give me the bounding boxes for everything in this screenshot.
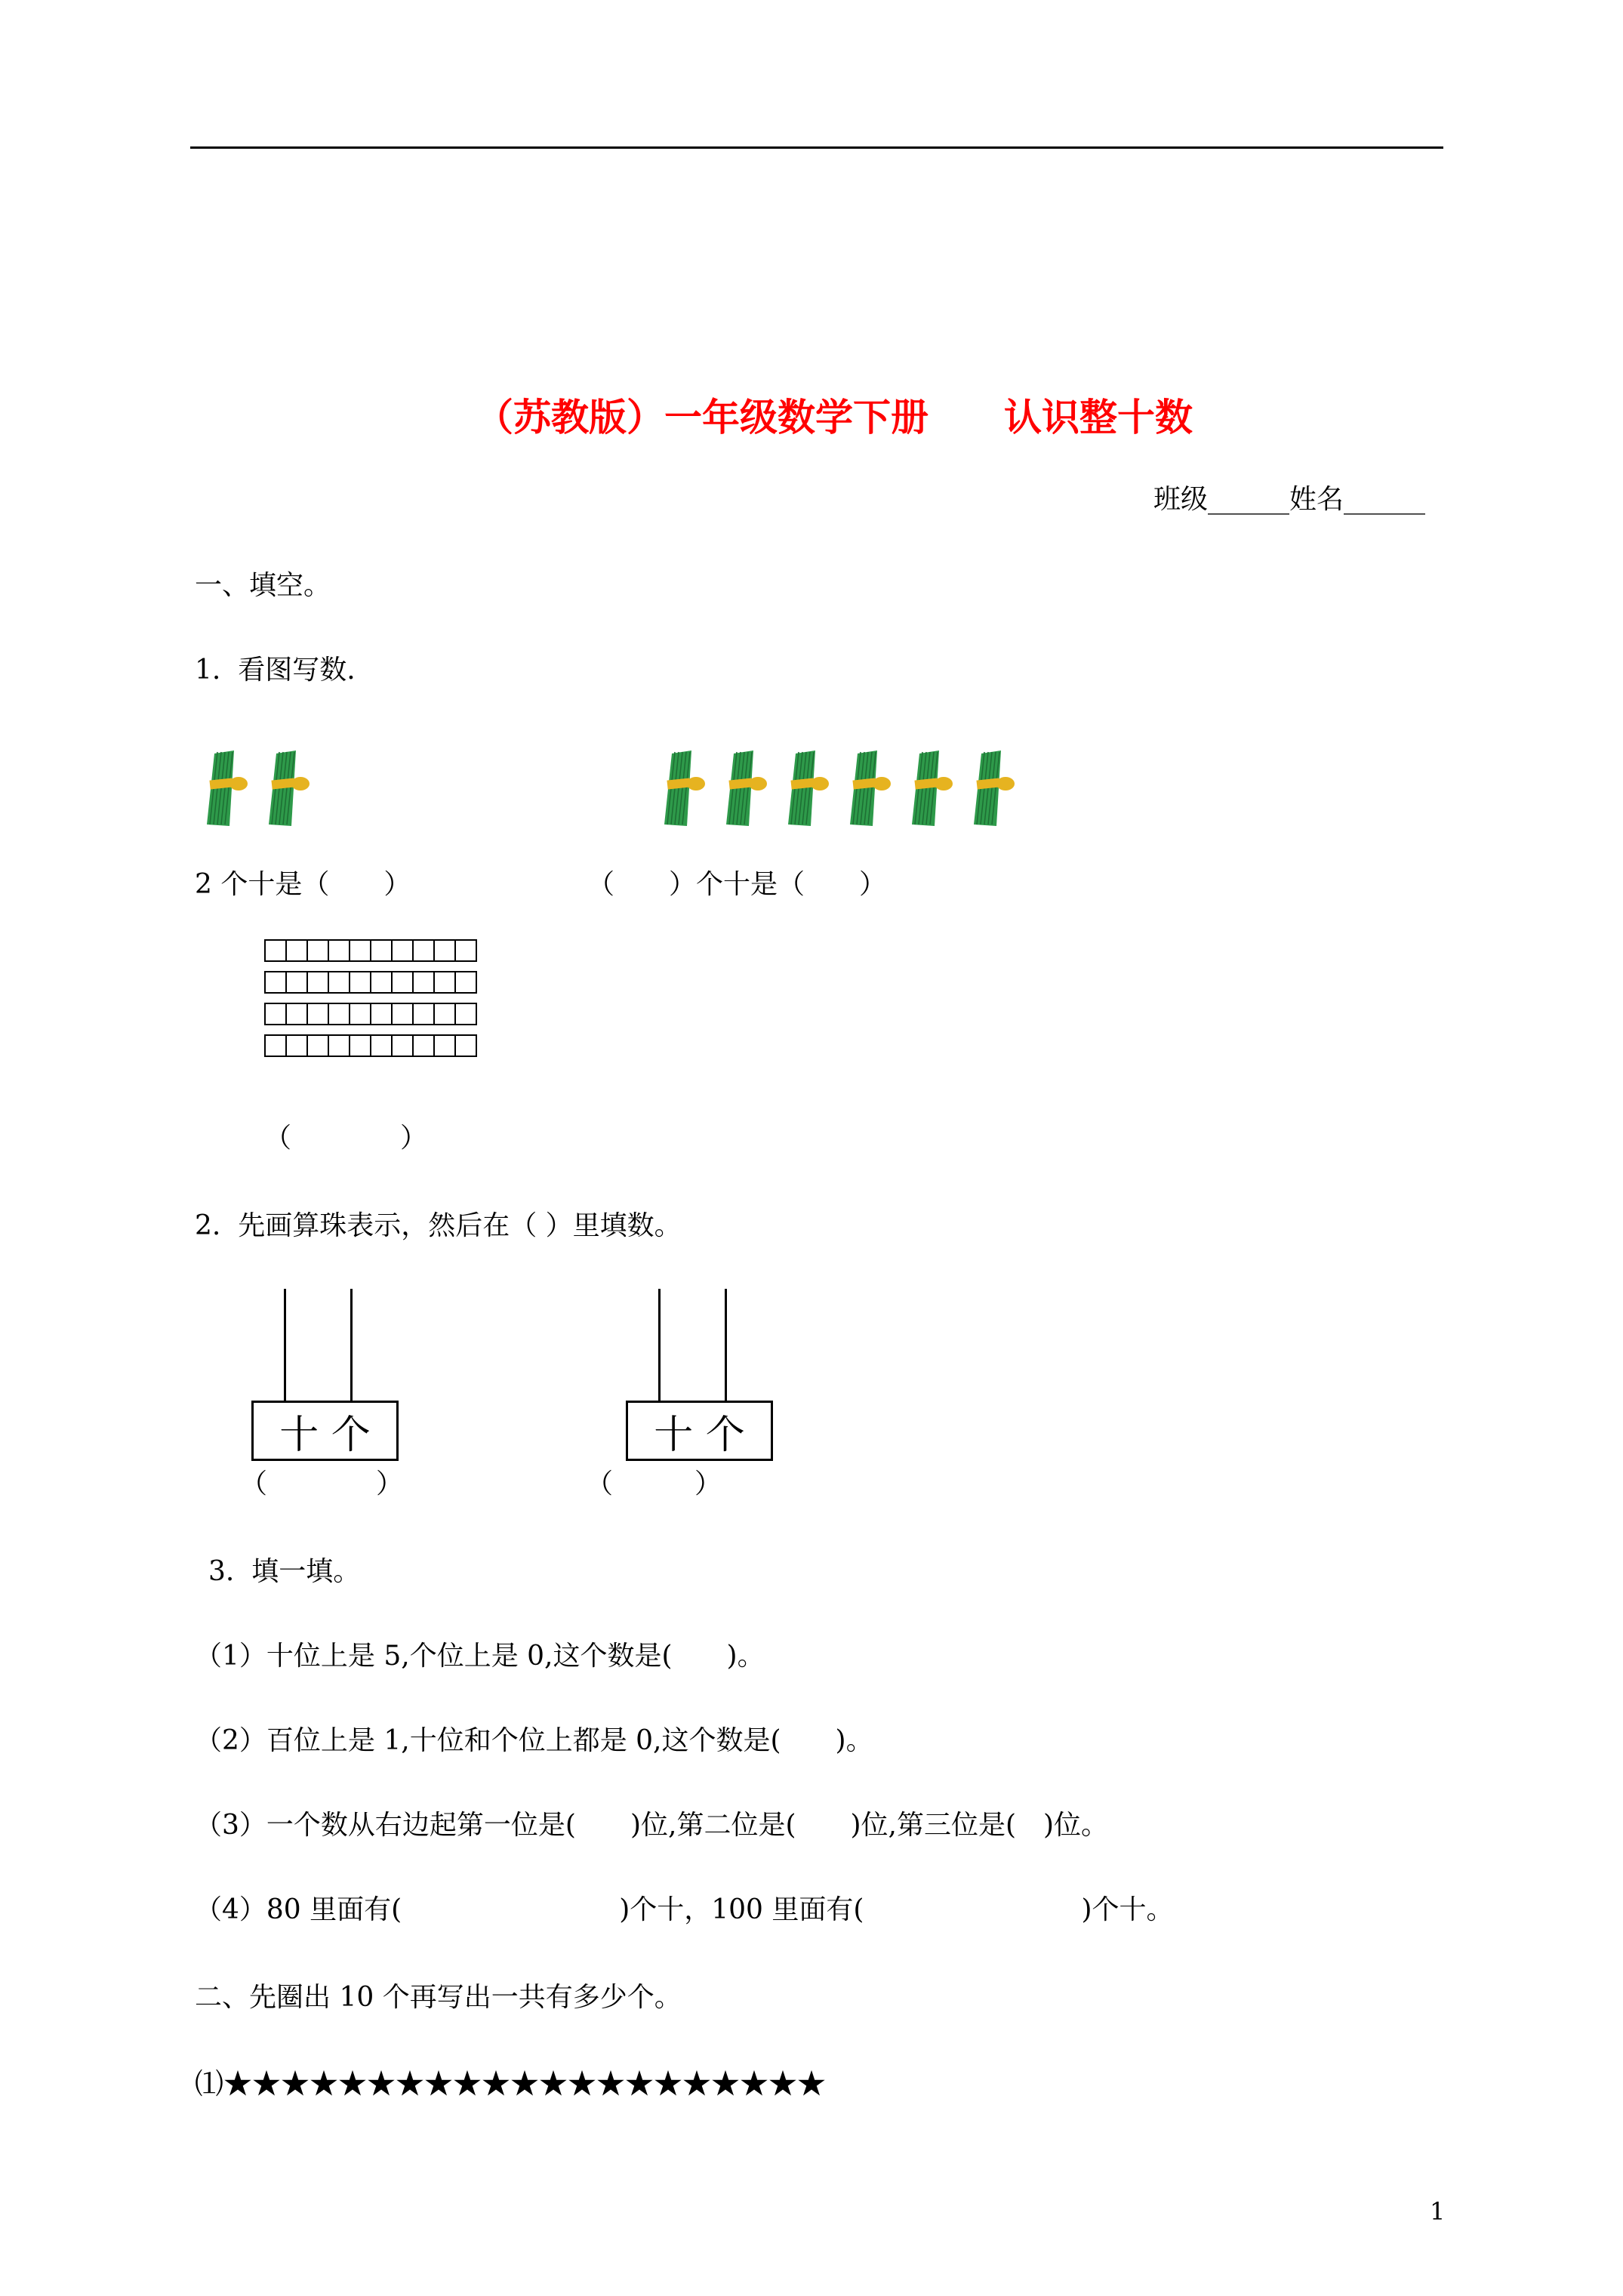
grid-row [264,1003,476,1025]
q3-item-1: （1）十位上是 5,个位上是 0,这个数是( )。 [195,1641,765,1672]
grid-square [349,1034,371,1057]
stick-bundle-icon [844,749,903,827]
stick-bundle-icon [201,749,260,827]
grid-square [264,1003,287,1025]
grid-square [433,939,456,962]
grid-square [454,939,477,962]
square-grid [264,939,476,1066]
abacus-rod-ones [725,1289,727,1401]
grid-square [433,1003,456,1025]
grid-square [412,1034,435,1057]
grid-square [328,971,350,994]
q3-item-2: （2）百位上是 1,十位和个位上都是 0,这个数是( )。 [195,1725,873,1756]
q2-answer-left: （ ） [240,1469,404,1499]
grid-square [412,939,435,962]
stick-bundle-icon [658,749,717,827]
page-number: 1 [1430,2197,1446,2226]
q1-answer-left: 2 个十是（ ） [195,869,411,900]
grid-square [328,1003,350,1025]
q2-label: 2. 先画算珠表示，然后在（ ）里填数。 [195,1210,682,1241]
grid-square [285,1003,308,1025]
grid-row [264,1034,476,1057]
grid-square [454,971,477,994]
grid-square [306,971,329,994]
grid-square [391,939,414,962]
grid-square [370,1003,393,1025]
grid-square [370,971,393,994]
grid-square [454,1034,477,1057]
abacus-place-labels: 十 个 [654,1412,745,1458]
grid-square [264,971,287,994]
grid-square [328,1034,350,1057]
grid-square [264,939,287,962]
grid-square [349,1003,371,1025]
stick-bundle-icon [720,749,779,827]
q1-answer-right: （ ）个十是（ ） [587,869,887,900]
grid-square [391,1003,414,1025]
grid-square [412,1003,435,1025]
grid-square [306,939,329,962]
bundle-group-right [658,749,1027,827]
grid-answer: （ ） [264,1123,428,1154]
grid-square [306,1003,329,1025]
grid-square [264,1034,287,1057]
grid-square [391,971,414,994]
abacus-base [251,1401,399,1461]
grid-square [349,971,371,994]
bundle-group-left [201,749,322,827]
grid-row [264,939,476,962]
grid-square [370,939,393,962]
grid-square [391,1034,414,1057]
grid-square [412,971,435,994]
grid-square [433,971,456,994]
grid-square [454,1003,477,1025]
student-info: 班级______姓名______ [1153,484,1426,515]
abacus-rod-tens [658,1289,661,1401]
stick-bundle-icon [263,749,322,827]
grid-square [285,971,308,994]
abacus-base [626,1401,773,1461]
grid-square [349,939,371,962]
abacus-place-labels: 十 个 [279,1412,371,1458]
q3-label: 3. 填一填。 [208,1556,361,1587]
grid-square [370,1034,393,1057]
section2-item-1: ⑴★★★★★★★★★★★★★★★★★★★★★ [195,2067,827,2100]
grid-row [264,971,476,994]
stick-bundle-icon [906,749,965,827]
section1-heading: 一、填空。 [195,570,331,601]
q3-item-3: （3）一个数从右边起第一位是( )位,第二位是( )位,第三位是( )位。 [195,1810,1109,1841]
q3-item-4: （4）80 里面有( )个十，100 里面有( )个十。 [195,1894,1174,1925]
grid-square [328,939,350,962]
header-rule [190,146,1443,149]
page-title: （苏教版）一年级数学下册 认识整十数 [476,395,1193,439]
q1-label: 1. 看图写数. [195,655,356,686]
section2-heading: 二、先圈出 10 个再写出一共有多少个。 [195,1982,682,2013]
q2-answer-right: （ ） [586,1469,722,1499]
grid-square [433,1034,456,1057]
stick-bundle-icon [782,749,841,827]
grid-square [285,1034,308,1057]
abacus-rod-ones [350,1289,353,1401]
grid-square [306,1034,329,1057]
stick-bundle-icon [968,749,1027,827]
grid-square [285,939,308,962]
abacus-rod-tens [284,1289,286,1401]
